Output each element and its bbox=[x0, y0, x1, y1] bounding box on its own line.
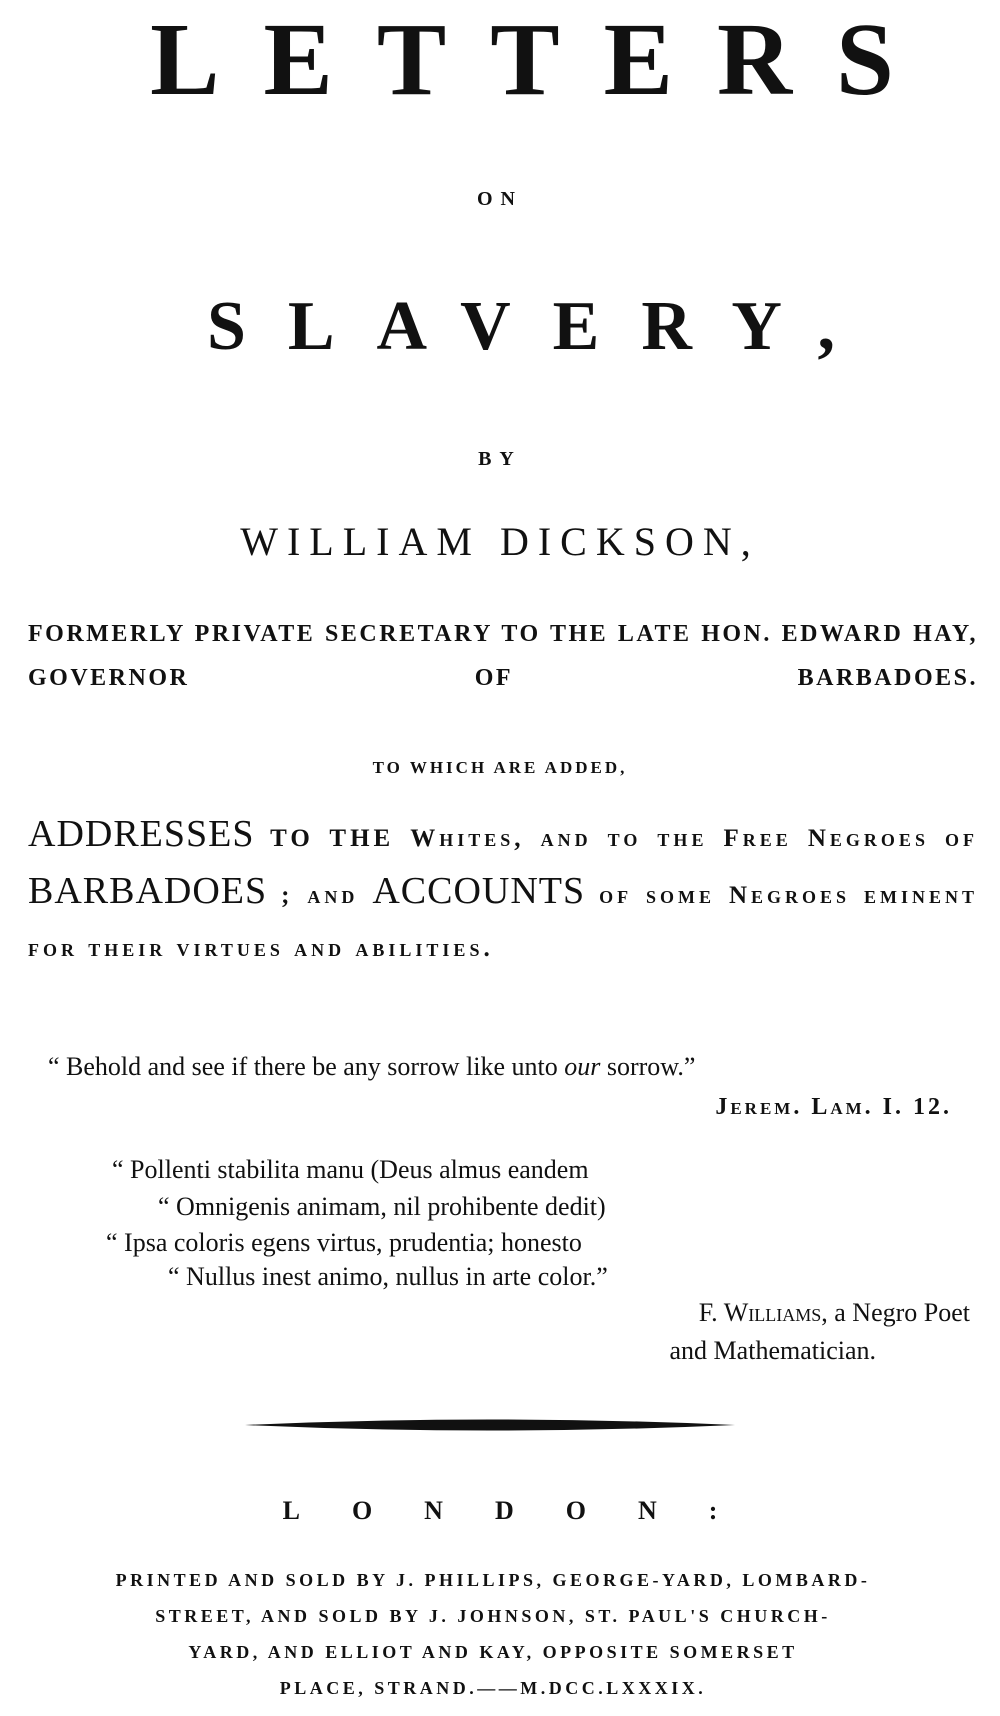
barbadoes-word: BARBADOES bbox=[28, 870, 268, 912]
verse-attribution-line-1 bbox=[0, 1298, 970, 1328]
addresses-text-3: Negroes of bbox=[807, 825, 979, 852]
scripture-quote-text-b: sorrow.” bbox=[600, 1052, 696, 1081]
scripture-quote bbox=[48, 1052, 948, 1082]
author-description-line-2: HON. EDWARD HAY, GOVERNOR OF BARBADOES. bbox=[28, 621, 978, 691]
author-description-line-1: FORMERLY PRIVATE SECRETARY TO THE LATE bbox=[28, 621, 692, 647]
latin-verse-line-1: “ Pollenti stabilita manu (Deus almus eandem bbox=[112, 1155, 589, 1184]
imprint-place: LONDON: bbox=[282, 1496, 770, 1525]
scripture-quote-text-a: “ Behold and see if there be any sorrow like unto bbox=[48, 1052, 565, 1081]
imprint-line-1: PRINTED AND SOLD BY J. PHILLIPS, GEORGE-YARD, LOMBARD- bbox=[115, 1570, 871, 1590]
added-heading: TO WHICH ARE ADDED, bbox=[372, 758, 628, 777]
addresses-text-2: Whites, and to the Free bbox=[410, 825, 792, 852]
verse-attribution-line-2: and Mathematician. bbox=[669, 1336, 876, 1365]
poet-name: F. Williams, bbox=[698, 1298, 828, 1327]
imprint bbox=[10, 1562, 976, 1706]
latin-verse-line-3: “ Ipsa coloris egens virtus, prudentia; honesto bbox=[106, 1228, 582, 1257]
ornamental-rule bbox=[245, 1418, 735, 1432]
addresses-text-5: of some Negroes eminent for their virtues and abilities. bbox=[28, 882, 979, 962]
poet-descriptor: a Negro Poet bbox=[827, 1298, 970, 1327]
addresses-text-1: TO THE bbox=[270, 825, 411, 852]
book-subject: SLAVERY, bbox=[206, 288, 878, 365]
addresses-word: ADDRESSES bbox=[28, 813, 255, 855]
imprint-line-4: PLACE, STRAND.——M.DCC.LXXXIX. bbox=[279, 1678, 707, 1698]
latin-verse-line-4: “ Nullus inest animo, nullus in arte color.” bbox=[168, 1262, 608, 1291]
addresses-paragraph bbox=[28, 808, 978, 975]
title-connector-by: BY bbox=[478, 448, 522, 470]
title-connector-on: ON bbox=[477, 188, 523, 210]
scripture-quote-emphasis: our bbox=[564, 1052, 601, 1081]
accounts-word: ACCOUNTS bbox=[372, 870, 586, 912]
book-title: LETTERS bbox=[150, 2, 938, 117]
addresses-text-4: ; and bbox=[267, 882, 373, 909]
scripture-reference: Jerem. Lam. I. 12. bbox=[715, 1094, 952, 1120]
author-description bbox=[28, 612, 978, 700]
latin-verse-line-2: “ Omnigenis animam, nil prohibente dedit) bbox=[158, 1192, 606, 1221]
imprint-line-2: STREET, AND SOLD BY J. JOHNSON, ST. PAUL'S CHURCH- bbox=[155, 1606, 831, 1626]
imprint-line-3: YARD, AND ELLIOT AND KAY, OPPOSITE SOMERSET bbox=[188, 1642, 798, 1662]
author-name: WILLIAM DICKSON, bbox=[240, 519, 760, 564]
